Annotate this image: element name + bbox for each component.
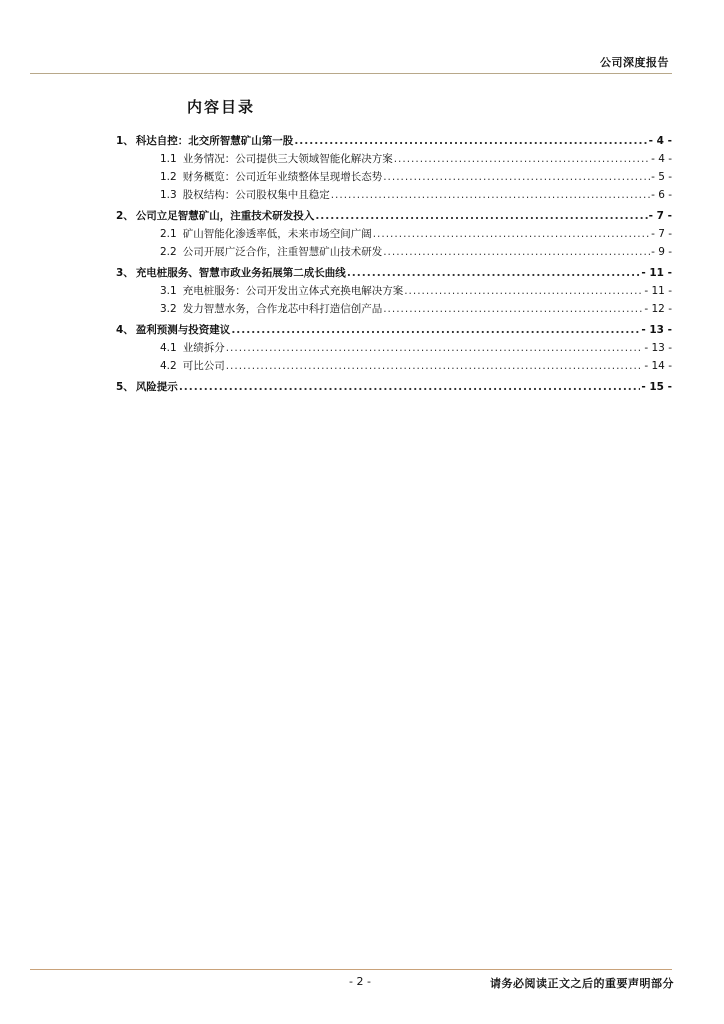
toc-entry-1-1[interactable]	[116, 150, 672, 168]
toc-entry-1[interactable]	[116, 132, 672, 150]
toc-entry-number: 1.1	[160, 153, 177, 165]
toc-entry-page: - 12 -	[644, 303, 672, 315]
toc-entry-page: - 11 -	[641, 267, 672, 279]
toc-entry-page: - 4 -	[651, 153, 672, 165]
report-type-title: 公司深度报告	[600, 56, 669, 69]
toc-entry-title: 业绩拆分	[182, 342, 225, 354]
toc-entry-number: 1.3	[160, 189, 177, 201]
toc-entry-page: - 13 -	[644, 342, 672, 354]
toc-entry-title: 矿山智能化渗透率低，未来市场空间广阔	[182, 228, 372, 240]
toc-entry-5[interactable]	[116, 378, 672, 396]
toc-entry-1-3[interactable]	[116, 186, 672, 204]
toc-entry-number: 2、	[116, 210, 134, 222]
dot-leader	[373, 225, 650, 243]
dot-leader	[226, 357, 644, 375]
toc-entry-page: - 4 -	[648, 135, 672, 147]
dot-leader	[231, 321, 640, 339]
toc-entry-2-2[interactable]	[116, 243, 672, 261]
toc-entry-page: - 13 -	[641, 324, 672, 336]
toc-entry-1-2[interactable]	[116, 168, 672, 186]
toc-entry-2[interactable]	[116, 207, 672, 225]
toc-entry-number: 4、	[116, 324, 134, 336]
toc-entry-title: 业务情况：公司提供三大领域智能化解决方案	[182, 153, 393, 165]
toc-entry-number: 2.1	[160, 228, 177, 240]
dot-leader	[394, 150, 650, 168]
header-divider	[30, 73, 672, 74]
toc-entry-number: 3.2	[160, 303, 177, 315]
toc-entry-title: 发力智慧水务，合作龙芯中科打造信创产品	[182, 303, 383, 315]
dot-leader	[347, 264, 641, 282]
toc-entry-page: - 9 -	[651, 246, 672, 258]
toc-entry-page: - 7 -	[648, 210, 672, 222]
toc-entry-number: 4.1	[160, 342, 177, 354]
dot-leader	[226, 339, 644, 357]
footer-divider	[30, 969, 672, 970]
toc-entry-number: 3.1	[160, 285, 177, 297]
toc-entry-title: 股权结构：公司股权集中且稳定	[182, 189, 330, 201]
dot-leader	[383, 168, 650, 186]
toc-entry-title: 盈利预测与投资建议	[135, 324, 231, 336]
toc-entry-number: 1.2	[160, 171, 177, 183]
toc-entry-page: - 7 -	[651, 228, 672, 240]
toc-entry-page: - 11 -	[644, 285, 672, 297]
toc-entry-page: - 6 -	[651, 189, 672, 201]
toc-entry-title: 充电桩服务、智慧市政业务拓展第二成长曲线	[135, 267, 346, 279]
toc-entry-2-1[interactable]	[116, 225, 672, 243]
toc-heading: 内容目录	[187, 98, 256, 116]
dot-leader	[294, 132, 647, 150]
dot-leader	[179, 378, 641, 396]
dot-leader	[315, 207, 647, 225]
toc-entry-number: 5、	[116, 381, 134, 393]
dot-leader	[404, 282, 643, 300]
table-of-contents	[116, 132, 672, 396]
toc-entry-number: 3、	[116, 267, 134, 279]
toc-entry-title: 充电桩服务：公司开发出立体式充换电解决方案	[182, 285, 404, 297]
toc-entry-number: 1、	[116, 135, 134, 147]
toc-entry-3-2[interactable]	[116, 300, 672, 318]
toc-entry-page: - 15 -	[641, 381, 672, 393]
toc-entry-title: 科达自控：北交所智慧矿山第一股	[135, 135, 294, 147]
toc-entry-title: 可比公司	[182, 360, 225, 372]
toc-entry-title: 风险提示	[135, 381, 178, 393]
toc-entry-4-1[interactable]	[116, 339, 672, 357]
page-number: - 2 -	[349, 975, 371, 988]
toc-entry-title: 公司立足智慧矿山，注重技术研发投入	[135, 210, 315, 222]
toc-entry-page: - 5 -	[651, 171, 672, 183]
dot-leader	[383, 243, 650, 261]
toc-entry-number: 2.2	[160, 246, 177, 258]
toc-entry-3[interactable]	[116, 264, 672, 282]
toc-entry-4[interactable]	[116, 321, 672, 339]
toc-entry-title: 财务概览：公司近年业绩整体呈现增长态势	[182, 171, 383, 183]
dot-leader	[331, 186, 650, 204]
toc-entry-3-1[interactable]	[116, 282, 672, 300]
dot-leader	[383, 300, 643, 318]
toc-entry-title: 公司开展广泛合作，注重智慧矿山技术研发	[182, 246, 383, 258]
toc-entry-page: - 14 -	[644, 360, 672, 372]
disclaimer-note: 请务必阅读正文之后的重要声明部分	[490, 977, 674, 990]
toc-entry-4-2[interactable]	[116, 357, 672, 375]
toc-entry-number: 4.2	[160, 360, 177, 372]
